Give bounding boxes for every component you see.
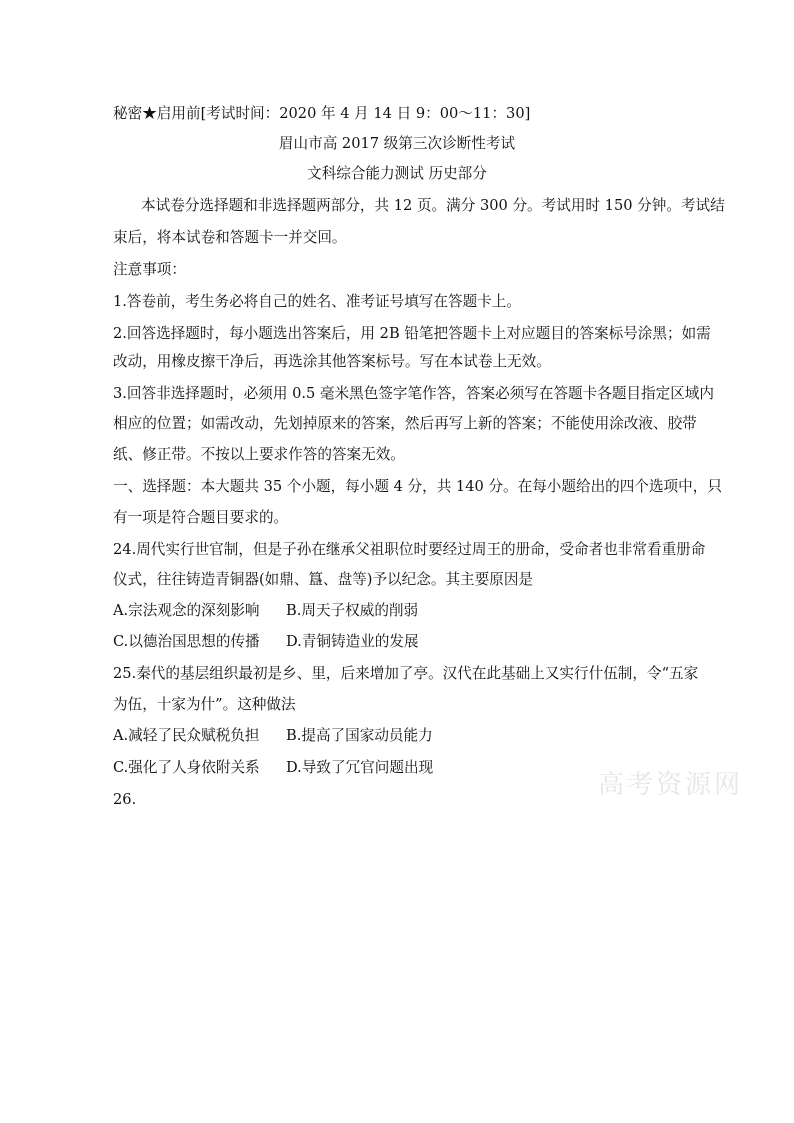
question-24-option-b: B.周天子权威的削弱	[286, 602, 419, 619]
section-heading-line-2: 有一项是符合题目要求的。	[113, 509, 289, 526]
question-24-option-c: C.以德治国思想的传播	[113, 633, 260, 650]
watermark: 高考资源网	[598, 770, 744, 800]
note-item-3-line-3: 纸、修正带。不按以上要求作答的答案无效。	[113, 446, 405, 463]
note-item-1: 1.答卷前，考生务必将自己的姓名、准考证号填写在答题卡上。	[113, 293, 521, 310]
note-item-3-line-1: 3.回答非选择题时，必须用 0.5 毫米黑色签字笔作答，答案必须写在答题卡各题目指定区域内	[113, 385, 714, 402]
exam-title: 眉山市高 2017 级第三次诊断性考试	[278, 135, 516, 152]
question-25-stem-line-2: 为伍，十家为什”。这种做法	[113, 696, 296, 713]
intro-line-2: 束后，将本试卷和答题卡一并交回。	[113, 229, 347, 246]
note-item-3-line-2: 相应的位置；如需改动，先划掉原来的答案，然后再写上新的答案；不能使用涂改液、胶带	[113, 415, 697, 432]
question-24-stem-line-1: 24.周代实行世官制，但是子孙在继承父祖职位时要经过周王的册命，受命者也非常看重册命	[113, 541, 706, 558]
confidential-line: 秘密★启用前[考试时间：2020 年 4 月 14 日 9：00～11：30]	[113, 105, 531, 122]
question-25-option-b: B.提高了国家动员能力	[286, 727, 433, 744]
question-26-number: 26.	[113, 791, 137, 808]
question-24-option-a: A.宗法观念的深刻影响	[113, 602, 260, 619]
question-25-stem-line-1: 25.秦代的基层组织最初是乡、里，后来增加了亭。汉代在此基础上又实行什伍制，令“五家	[113, 665, 699, 682]
intro-line-1: 本试卷分选择题和非选择题两部分，共 12 页。满分 300 分。考试用时 150 分钟。考试结	[141, 197, 725, 214]
exam-subtitle: 文科综合能力测试 历史部分	[307, 165, 487, 182]
note-item-2-line-2: 改动，用橡皮擦干净后，再选涂其他答案标号。写在本试卷上无效。	[113, 353, 551, 370]
section-heading-line-1: 一、选择题：本大题共 35 个小题，每小题 4 分，共 140 分。在每小题给出的四个选项中，只	[113, 478, 722, 495]
question-25-option-c: C.强化了人身依附关系	[113, 759, 260, 776]
question-25-option-d: D.导致了冗官问题出现	[286, 759, 434, 776]
note-item-2-line-1: 2.回答选择题时，每小题选出答案后，用 2B 铅笔把答题卡上对应题目的答案标号涂黑；如需	[113, 325, 711, 342]
question-25-option-a: A.减轻了民众赋税负担	[113, 727, 260, 744]
notes-heading: 注意事项：	[113, 261, 186, 278]
question-24-stem-line-2: 仪式，往往铸造青铜器(如鼎、簋、盘等)予以纪念。其主要原因是	[113, 571, 534, 588]
question-24-option-d: D.青铜铸造业的发展	[286, 633, 419, 650]
